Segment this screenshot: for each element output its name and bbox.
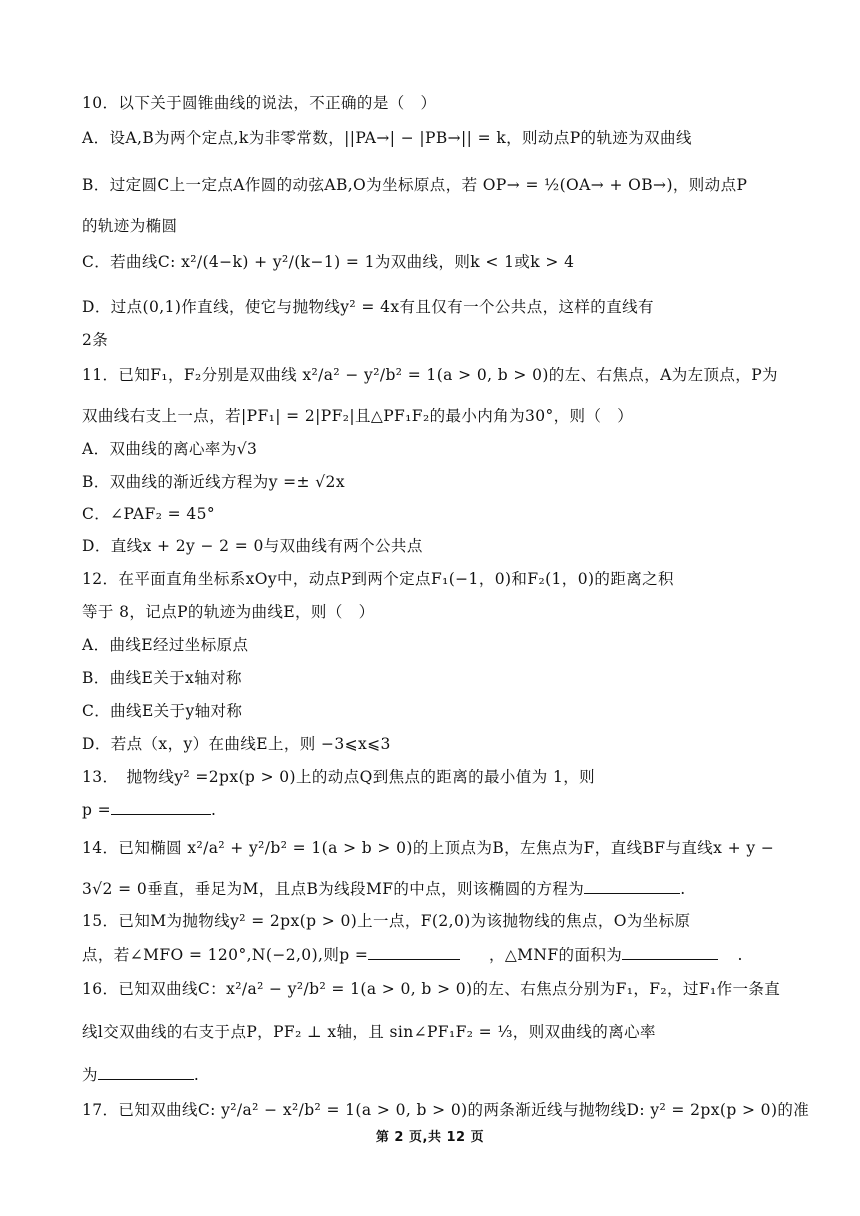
q12-option-c: C．曲线E关于y轴对称 xyxy=(82,702,243,720)
q16-stem-cont: 线l交双曲线的右支于点P，PF₂ ⊥ x轴，且 sin∠PF₁F₂ = ⅓，则双曲线的离心率 xyxy=(82,1023,656,1041)
q16-answer-label: 为 xyxy=(82,1066,98,1084)
q12-option-b: B．曲线E关于x轴对称 xyxy=(82,669,242,687)
q10-option-d: D．过点(0,1)作直线，使它与抛物线y² = 4x有且仅有一个公共点，这样的直线有 xyxy=(82,298,654,316)
q10-option-c: C．若曲线C: x²/(4−k) + y²/(k−1) = 1为双曲线，则k < 1或k > 4 xyxy=(82,253,575,271)
q10-option-b: B．过定圆C上一定点A作圆的动弦AB,O为坐标原点，若 OP→ = ½(OA→ + OB→)，则动点P xyxy=(82,176,748,194)
q14-stem-text: 3√2 = 0垂直，垂足为M，且点B为线段MF的中点，则该椭圆的方程为 xyxy=(82,880,585,898)
q10-stem: 10．以下关于圆锥曲线的说法，不正确的是（ ） xyxy=(82,94,437,112)
q13-answer-label: p = xyxy=(82,801,112,819)
q13-stem: 13． 抛物线y² =2px(p > 0)上的动点Q到焦点的距离的最小值为 1，则 xyxy=(82,768,595,786)
q11-stem: 11．已知F₁，F₂分别是双曲线 x²/a² − y²/b² = 1(a > 0, b > 0)的左、右焦点，A为左顶点，P为 xyxy=(82,366,778,384)
q11-option-c: C．∠PAF₂ = 45° xyxy=(82,505,216,523)
q11-option-d: D．直线x + 2y − 2 = 0与双曲线有两个公共点 xyxy=(82,537,423,555)
q15-stem-text: 点，若∠MFO = 120°,N(−2,0),则p = xyxy=(82,946,369,964)
q11-option-b: B．双曲线的渐近线方程为y =± √2x xyxy=(82,473,345,491)
q16-stem: 16．已知双曲线C：x²/a² − y²/b² = 1(a > 0, b > 0)的左、右焦点分别为F₁，F₂，过F₁作一条直 xyxy=(82,980,781,998)
q15-stem-cont: 点，若∠MFO = 120°,N(−2,0),则p = ，△MNF的面积为 . xyxy=(82,946,743,964)
q14-stem: 14．已知椭圆 x²/a² + y²/b² = 1(a > b > 0)的上顶点为B，左焦点为F，直线BF与直线x + y − xyxy=(82,839,775,857)
q15-answer-blank-2[interactable] xyxy=(622,945,718,960)
q12-option-d: D．若点（x，y）在曲线E上，则 −3⩽x⩽3 xyxy=(82,735,391,753)
q11-option-a: A．双曲线的离心率为√3 xyxy=(82,440,258,458)
q13-answer-blank[interactable] xyxy=(111,800,211,815)
q13-answer-line: p = . xyxy=(82,801,217,819)
q10-option-d-cont: 2条 xyxy=(82,331,109,349)
q15-stem: 15．已知M为抛物线y² = 2px(p > 0)上一点，F(2,0)为该抛物线的焦点，O为坐标原 xyxy=(82,912,691,930)
q14-stem-cont: 3√2 = 0垂直，垂足为M，且点B为线段MF的中点，则该椭圆的方程为 . xyxy=(82,880,686,898)
page-footer: 第 2 页,共 12 页 xyxy=(375,1130,485,1145)
q12-stem: 12．在平面直角坐标系xOy中，动点P到两个定点F₁(−1，0)和F₂(1，0)的距离之积 xyxy=(82,570,674,588)
q10-option-b-cont: 的轨迹为椭圆 xyxy=(82,217,178,235)
q15-stem-tail: ，△MNF的面积为 xyxy=(488,946,623,964)
q12-option-a: A．曲线E经过坐标原点 xyxy=(82,636,249,654)
q15-answer-blank-1[interactable] xyxy=(368,945,460,960)
q16-answer-blank[interactable] xyxy=(98,1065,194,1080)
q17-stem: 17．已知双曲线C: y²/a² − x²/b² = 1(a > 0, b > 0)的两条渐近线与抛物线D: y² = 2px(p > 0)的准 xyxy=(82,1101,810,1119)
q16-answer-line: 为 . xyxy=(82,1066,200,1084)
q12-stem-cont: 等于 8，记点P的轨迹为曲线E，则（ ） xyxy=(82,603,375,621)
q10-option-a: A．设A,B为两个定点,k为非零常数，||PA→| − |PB→|| = k，则动点P的轨迹为双曲线 xyxy=(82,129,692,147)
q11-stem-cont: 双曲线右支上一点，若|PF₁| = 2|PF₂|且△PF₁F₂的最小内角为30°，则（ ） xyxy=(82,407,634,425)
q14-answer-blank[interactable] xyxy=(584,879,680,894)
